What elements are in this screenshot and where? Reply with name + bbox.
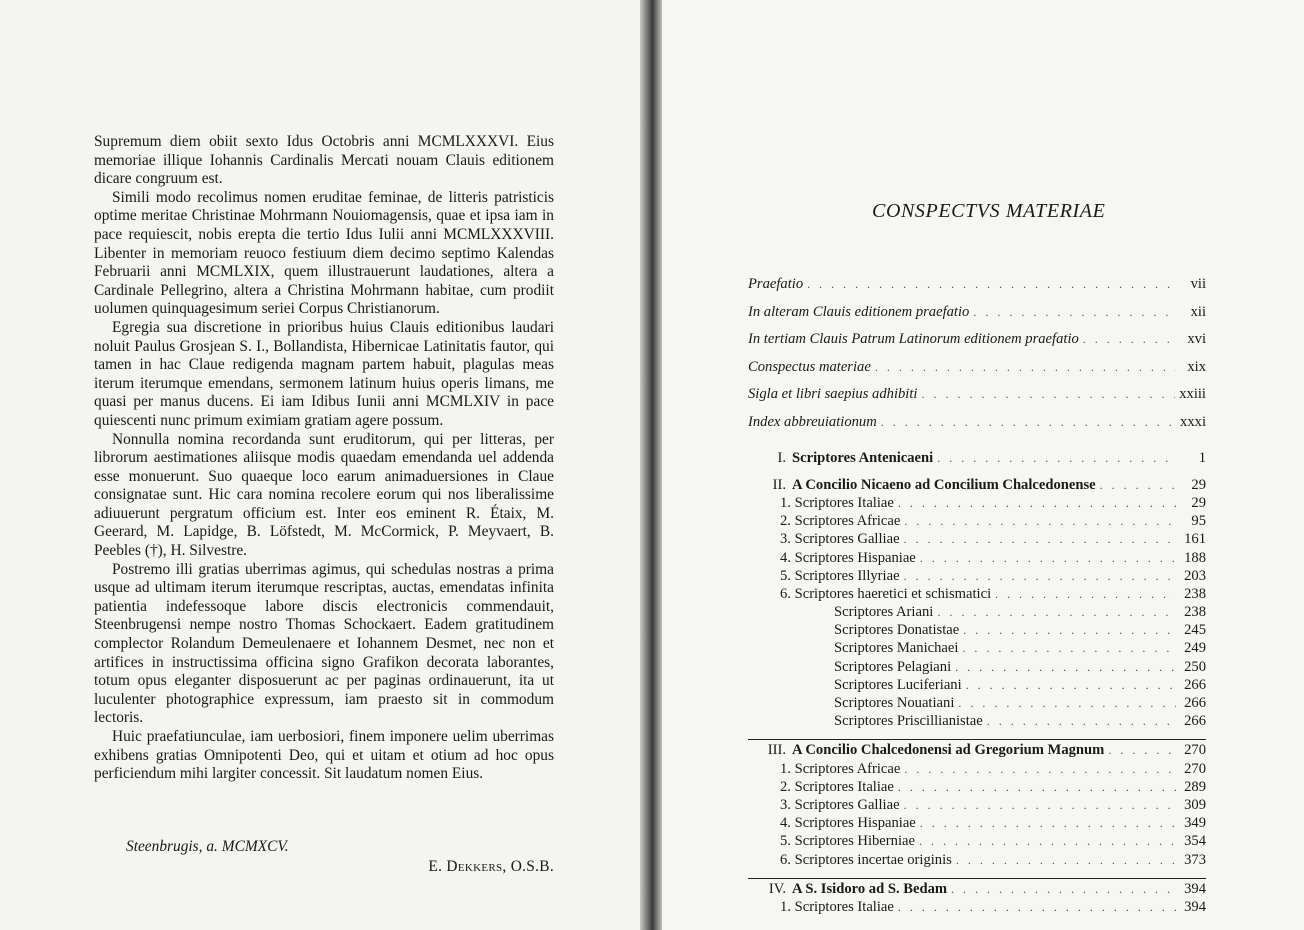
toc-item: 2. Scriptores Italiae . . . 289 (748, 779, 1206, 797)
table-of-contents (748, 276, 1206, 917)
preface-paragraph-5: Postremo illi gratias uberrimas agimus, qui schedulas nostras a prima usque ad ultimam iterum iterumque rescriptas, auctas, emendatas infinita patientia indefessoque labore discis electronicis commendauit, Steenbrugensi nempe nostro Thomas Schockaert. Eadem gratitudinem complector Rolandum Demeulenaere et Iohannem Desmet, nec non et artifices in instructissima officina signo Grafikon decorata laborantes, totum opus eleganter disposuerunt ac per paginas ordinauerunt, ita ut luculenter photographice expressum, iam praesto sit in commodum lectoris. (94, 560, 554, 727)
toc-title: CONSPECTVS MATERIAE (872, 200, 1106, 222)
book-gutter (640, 0, 662, 930)
toc-item: 4. Scriptores Hispaniae . . . 349 (748, 815, 1206, 833)
preface-text (94, 133, 554, 784)
toc-part-4: IV. A S. Isidoro ad S. Bedam . . . 394 (748, 881, 1206, 899)
toc-item: 3. Scriptores Galliae . . . 309 (748, 797, 1206, 815)
section-divider (748, 739, 1206, 740)
signoff-name: E. Dekkers, O.S.B. (428, 858, 554, 875)
toc-subitem: Scriptores Luciferiani . . . 266 (748, 677, 1206, 695)
toc-item: 2. Scriptores Africae . . . 95 (748, 513, 1206, 531)
toc-part-2: II. A Concilio Nicaeno ad Concilium Chalcedonense . . . 29 (748, 477, 1206, 495)
toc-item: 4. Scriptores Hispaniae . . . 188 (748, 550, 1206, 568)
signoff-place: Steenbrugis, a. MCMXCV. (126, 838, 289, 855)
toc-item: 3. Scriptores Galliae . . . 161 (748, 531, 1206, 549)
preface-paragraph-2: Simili modo recolimus nomen eruditae feminae, de litteris patristicis optime meritae Christinae Mohrmann Nouiomagensis, quae et ipsa iam in pace requiescit, nobis erepta die tertio Idus Iulii anni MCMLXXXVIII. Libenter in memoriam reuoco festiuum diem decimo septimo Kalendas Februarii anni MCMLXIX, quem illustrauerunt laudationes, altera a Cardinale Pellegrino, altera a Christina Mohrmann habitae, cum prodiit uolumen quinquagesimum seriei Corpus Christianorum. (94, 188, 554, 318)
toc-subitem: Scriptores Manichaei . . . 249 (748, 640, 1206, 658)
toc-subitem: Scriptores Priscillianistae . . . 266 (748, 713, 1206, 731)
toc-part-3: III. A Concilio Chalcedonensi ad Gregorium Magnum . . . 270 (748, 742, 1206, 760)
toc-row-front-3: In tertiam Clauis Patrum Latinorum editionem praefatio . . . xvi (748, 331, 1206, 359)
toc-item: 5. Scriptores Illyriae . . . 203 (748, 568, 1206, 586)
toc-row-front-4: Conspectus materiae . . . xix (748, 359, 1206, 387)
preface-paragraph-1: Supremum diem obiit sexto Idus Octobris anni MCMLXXXVI. Eius memoriae illique Iohannis Cardinalis Mercati nouam Clauis editionem dicare congruum est. (94, 133, 554, 188)
toc-item: 6. Scriptores haeretici et schismatici . . . 238 (748, 586, 1206, 604)
toc-item: 1. Scriptores Africae . . . 270 (748, 761, 1206, 779)
left-page (0, 0, 640, 930)
toc-item: 6. Scriptores incertae originis . . . 373 (748, 852, 1206, 870)
toc-subitem: Scriptores Ariani . . . 238 (748, 604, 1206, 622)
preface-paragraph-6: Huic praefatiunculae, iam uerbosiori, finem imponere uelim uberrimas exhibens gratias Omnipotenti Deo, qui et uitam et otium ad hoc opus perficiendum mihi largiter concessit. Sit laudatum nomen Eius. (94, 728, 554, 783)
toc-item: 1. Scriptores Italiae . . . 29 (748, 495, 1206, 513)
toc-item: 5. Scriptores Hiberniae . . . 354 (748, 833, 1206, 851)
toc-part-1: I. Scriptores Antenicaeni . . . 1 (748, 450, 1206, 468)
section-divider (748, 878, 1206, 879)
toc-row-front-2: In alteram Clauis editionem praefatio . . . xii (748, 304, 1206, 332)
toc-row-front-5: Sigla et libri saepius adhibiti . . . xxiii (748, 386, 1206, 414)
toc-subitem: Scriptores Pelagiani . . . 250 (748, 659, 1206, 677)
preface-paragraph-3: Egregia sua discretione in prioribus huius Clauis editionibus laudari noluit Paulus Grosjean S. I., Bollandista, Hibernicae Latinitatis fautor, qui tamen in hac Claue redigenda magnam partem habuit, plagulas meas iterum iterumque emendans, sermonem latinum huius operis limans, me quasi per manus ducens. Ei iam Idibus Iunii anni MCMLXIV in pace quiescenti nunc primum eximiam gratiam agere possum. (94, 318, 554, 429)
toc-subitem: Scriptores Nouatiani . . . 266 (748, 695, 1206, 713)
toc-subitem: Scriptores Donatistae . . . 245 (748, 622, 1206, 640)
toc-item: 1. Scriptores Italiae . . . 394 (748, 899, 1206, 917)
toc-row-front-6: Index abbreuiationum . . . xxxi (748, 414, 1206, 442)
toc-row-front-1: Praefatio . . . vii (748, 276, 1206, 304)
preface-paragraph-4: Nonnulla nomina recordanda sunt eruditorum, qui per litteras, per librorum aestimationes aliisque modis quaedam emendanda uel addenda esse monuerunt. Suo quaeque loco earum animaduersiones in Claue consignatae sunt. Hic cara nomina recolere eorum qui nos liberalissime adiuuerunt pergratum officium est. Inter eos eminent R. Étaix, M. Geerard, M. Lapidge, B. Löfstedt, M. McCormick, P. Meyvaert, B. Peebles (†), H. Silvestre. (94, 430, 554, 560)
